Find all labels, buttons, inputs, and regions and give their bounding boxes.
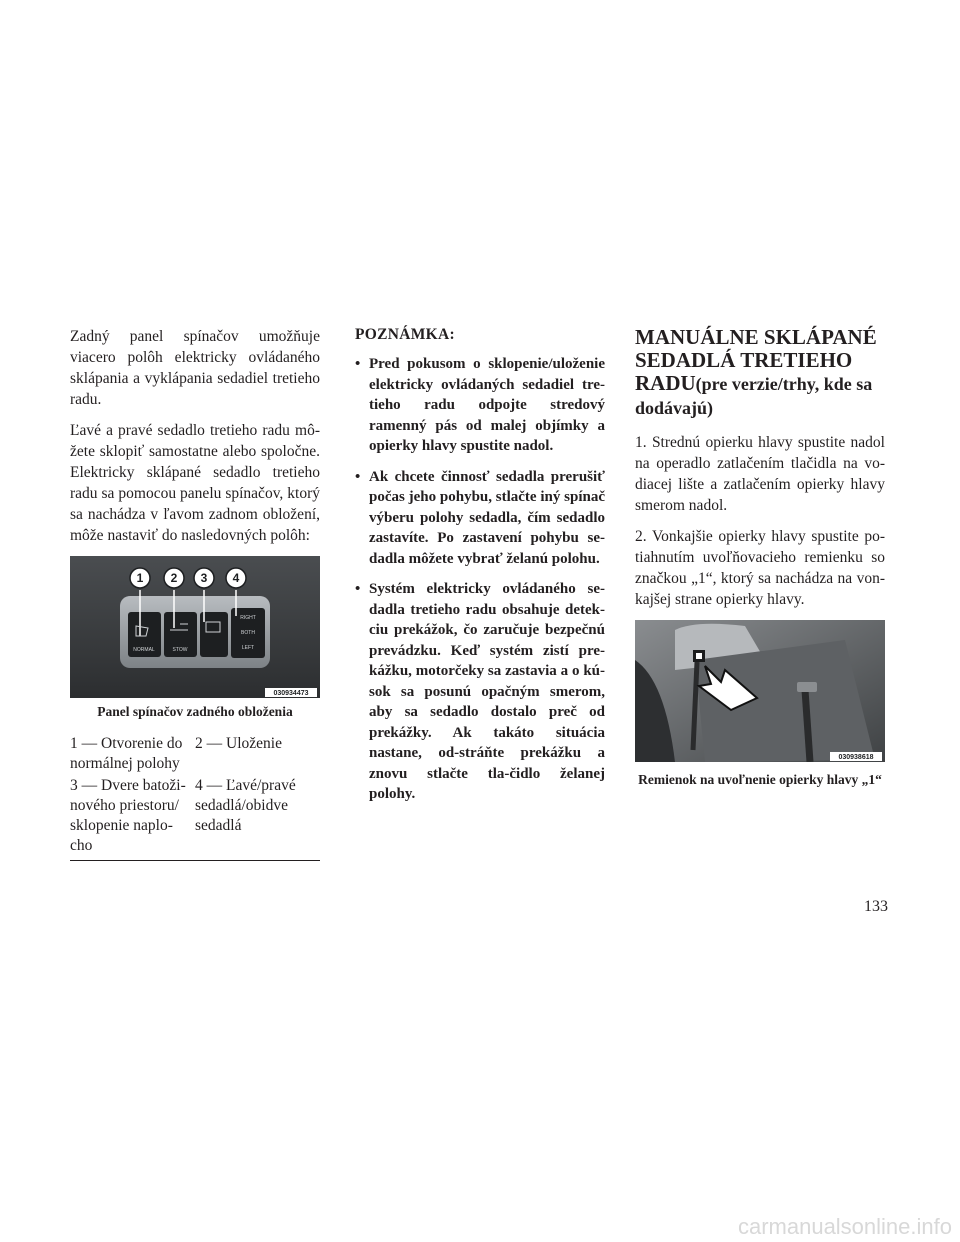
step-1-paragraph: 1. Strednú opierku hlavy spustite nadol na operadlo zatlačením tlačidla na vo-diacej lište a zatlačením opierky hlavy smerom nadol. xyxy=(635,434,885,514)
column-middle xyxy=(355,326,605,815)
switch-label-normal: NORMAL xyxy=(133,647,155,653)
watermark: carmanualsonline.info xyxy=(737,1214,952,1239)
note-item: • Systém elektricky ovládaného se-dadla tretieho radu obsahuje detek-ciu prekážok, čo zaručuje bezpečnú prevádzku. Keď systém zistí pre-kážku, motorčeky sa zastavia a o kú-sok sa posunú opačným smerom, aby sa sedadlo dostalo preč od prekážky. Ak takáto situácia nastane, od-stráňte prekážku a znovu stlačte tla-čidlo želanej polohy. xyxy=(355,579,605,805)
section-heading xyxy=(635,326,885,420)
switch-panel-illustration xyxy=(70,556,320,698)
step-2-paragraph: 2. Vonkajšie opierky hlavy spustite po-tiahnutím uvoľňovacieho remienku so značkou „1“, ktorý sa nachádza na von-kajšej strane opierky hlavy. xyxy=(635,528,885,608)
switch-label-both: BOTH xyxy=(241,630,255,636)
positions-paragraph: Ľavé a pravé sedadlo tretieho radu mô-žete sklopiť samostatne alebo spoločne. Elektricky sklápané sedadlo tretieho radu sa pomocou panelu spínačov, ktorý sa nachádza v ľavom zadnom obložení, môže nastaviť do nasledovných polôh: xyxy=(70,422,320,544)
headrest-strap-figure xyxy=(635,620,885,762)
switch-panel-figure xyxy=(70,556,320,698)
callout-1: 1 xyxy=(136,571,144,585)
callout-4: 4 xyxy=(232,571,240,585)
switch-label-left: LEFT xyxy=(241,645,255,651)
legend-item-3: 3 — Dvere batoži-nového priestoru/ sklopenie naplo-cho xyxy=(70,777,186,854)
intro-paragraph: Zadný panel spínačov umožňuje viacero polôh elektricky ovládaného sklápania a vyklápania sedadiel tretieho radu. xyxy=(70,328,320,408)
legend-row xyxy=(70,734,320,774)
figure-legend xyxy=(70,734,320,861)
legend-row xyxy=(70,776,320,856)
figure-code: 030934473 xyxy=(273,690,309,697)
legend-item-4: 4 — Ľavé/pravé sedadlá/obidve sedadlá xyxy=(195,777,296,834)
headrest-illustration xyxy=(635,620,885,762)
callout-2: 2 xyxy=(170,571,178,585)
section-heading-main: MANUÁLNE SKLÁPANÉ SEDADLÁ TRETIEHO RADU xyxy=(635,325,877,395)
figure-caption: Remienok na uvoľnenie opierky hlavy „1“ xyxy=(638,772,882,787)
note-list xyxy=(355,354,605,805)
figure-caption: Panel spínačov zadného obloženia xyxy=(97,704,293,719)
note-item: • Pred pokusom o sklopenie/uloženie elektricky ovládaných sedadiel tre-tieho radu odpojte stredový ramenný pás od malej objímky a opierky hlavy spustite nadol. xyxy=(355,354,605,457)
figure-code: 030938618 xyxy=(838,754,874,761)
switch-label-stow: STOW xyxy=(172,647,188,653)
legend-item-2: 2 — Uloženie xyxy=(195,735,282,752)
switch-label-right: RIGHT xyxy=(240,615,256,621)
strap-label-icon xyxy=(696,653,702,659)
column-right xyxy=(635,326,885,788)
note-item: • Ak chcete činnosť sedadla prerušiť počas jeho pohybu, stlačte iný spínač výberu polohy sedadla, čím sedadlo zastavíte. Po zastavení pohybu se-dadla môžete vybrať želanú polohu. xyxy=(355,467,605,570)
callout-3: 3 xyxy=(200,571,208,585)
section-heading-suffix: (pre verzie/trhy, kde sa dodávajú) xyxy=(635,374,873,418)
note-heading: POZNÁMKA: xyxy=(355,326,455,343)
legend-item-1: 1 — Otvorenie do normálnej polohy xyxy=(70,735,183,772)
page-number: 133 xyxy=(864,898,888,915)
column-left xyxy=(70,326,320,861)
